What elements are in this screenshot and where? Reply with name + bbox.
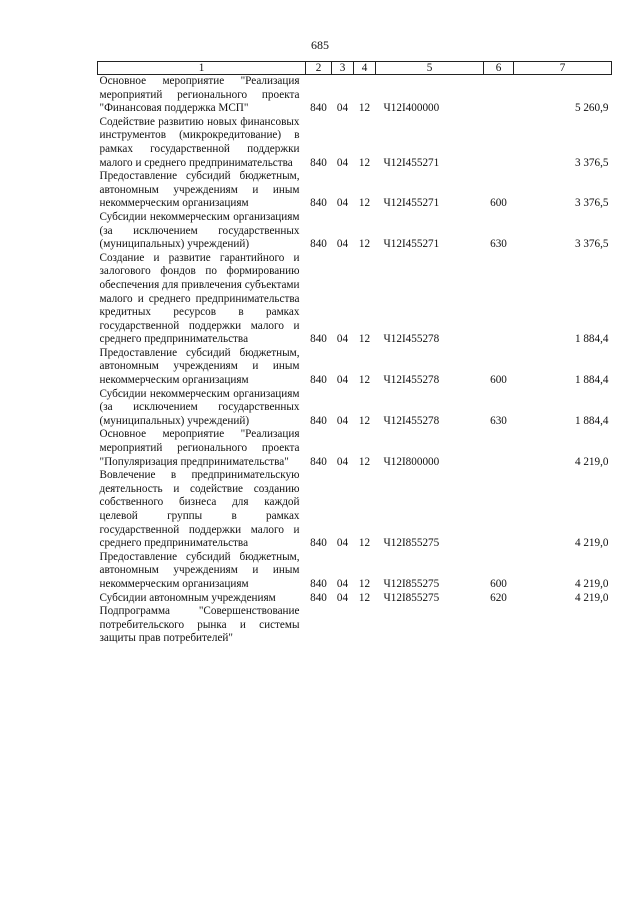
subsection-code: 12 [358, 238, 371, 251]
grbs-code: 840 [310, 156, 327, 169]
item-name: Вовлечение в предпринимательскую деятельность и содействие созданию собственного бизнеса для каждой целевой группы в рамках государственной поддержки малого и среднего предпринимательства [99, 469, 300, 550]
subsection-code: 12 [358, 102, 371, 115]
subsection-code: 12 [358, 455, 371, 468]
section-code: 04 [336, 374, 349, 387]
amount: 4 219,0 [574, 591, 609, 604]
target-item-code: Ч12I455271 [383, 156, 440, 169]
target-item-code: Ч12I400000 [383, 102, 440, 115]
subsection-code: 12 [358, 156, 371, 169]
item-name: Основное мероприятие "Реализация мероприятий регионального проекта "Финансовая поддержка МСП" [99, 75, 300, 115]
subsection-code: 12 [358, 537, 371, 550]
item-name: Предоставление субсидий бюджетным, автономным учреждениям и иным некоммерческим организациям [99, 346, 300, 387]
section-code: 04 [336, 591, 349, 604]
grbs-code: 840 [310, 197, 327, 210]
table-row [98, 605, 612, 646]
expense-type-code: 600 [490, 197, 507, 210]
header-col-7: 7 [514, 62, 612, 75]
item-name: Подпрограмма "Совершенствование потребительского рынка и системы защиты прав потребителей" [99, 605, 300, 645]
amount: 1 884,4 [574, 374, 609, 387]
item-name: Субсидии некоммерческим организациям (за исключением государственных (муниципальных) учреждений) [99, 210, 300, 251]
target-item-code [376, 605, 484, 646]
grbs-code: 840 [310, 591, 327, 604]
section-code: 04 [336, 197, 349, 210]
table-header [98, 62, 612, 75]
expense-type-code: 630 [490, 414, 507, 427]
section-code: 04 [336, 156, 349, 169]
header-col-2: 2 [306, 62, 332, 75]
grbs-code: 840 [310, 537, 327, 550]
target-item-code: Ч12I455271 [383, 197, 440, 210]
section-code: 04 [336, 414, 349, 427]
expense-type-code [484, 116, 514, 170]
target-item-code: Ч12I455271 [383, 238, 440, 251]
section-code: 04 [336, 333, 349, 346]
amount [514, 605, 612, 646]
section-code: 04 [336, 102, 349, 115]
section-code: 04 [336, 238, 349, 251]
item-name: Предоставление субсидий бюджетным, автономным учреждениям и иным некоммерческим организациям [99, 170, 300, 210]
expense-type-code: 630 [490, 238, 507, 251]
target-item-code: Ч12I855275 [383, 537, 440, 550]
table-row [98, 551, 612, 592]
amount: 3 376,5 [574, 156, 609, 169]
amount: 1 884,4 [574, 333, 609, 346]
expense-type-code [484, 75, 514, 116]
table-row [98, 75, 612, 116]
target-item-code: Ч12I855275 [383, 577, 440, 590]
item-name: Субсидии некоммерческим организациям (за исключением государственных (муниципальных) учреждений) [99, 387, 300, 427]
table-row [98, 428, 612, 469]
amount: 3 376,5 [574, 197, 609, 210]
amount: 1 884,4 [574, 414, 609, 427]
budget-table [97, 61, 612, 646]
section-code: 04 [336, 537, 349, 550]
table-row [98, 252, 612, 347]
section-code [332, 605, 354, 646]
grbs-code [306, 605, 332, 646]
subsection-code: 12 [358, 374, 371, 387]
expense-type-code [484, 469, 514, 551]
target-item-code: Ч12I455278 [383, 374, 440, 387]
amount: 4 219,0 [574, 577, 609, 590]
header-col-3: 3 [332, 62, 354, 75]
item-name: Содействие развитию новых финансовых инструментов (микрокредитование) в рамках государственной поддержки малого и среднего предпринимательства [99, 115, 300, 169]
subsection-code: 12 [358, 333, 371, 346]
table-body [98, 75, 612, 646]
expense-type-code: 600 [490, 374, 507, 387]
expense-type-code [484, 605, 514, 646]
expense-type-code [484, 428, 514, 469]
table-row [98, 347, 612, 388]
item-name: Создание и развитие гарантийного и залогового фондов по формированию обеспечения для привлечения субъектами малого и среднего предпринимательства кредитных ресурсов в рамках государственной поддержки малого и среднего предпринимательства [99, 251, 300, 346]
section-code: 04 [336, 577, 349, 590]
table-row [98, 211, 612, 252]
amount: 4 219,0 [574, 537, 609, 550]
header-col-5: 5 [376, 62, 484, 75]
target-item-code: Ч12I455278 [383, 414, 440, 427]
table-row [98, 116, 612, 170]
table-row [98, 170, 612, 211]
grbs-code: 840 [310, 577, 327, 590]
subsection-code: 12 [358, 577, 371, 590]
item-name: Субсидии автономным учреждениям [99, 591, 276, 604]
table-row [98, 469, 612, 551]
expense-type-code [484, 252, 514, 347]
grbs-code: 840 [310, 374, 327, 387]
grbs-code: 840 [310, 414, 327, 427]
target-item-code: Ч12I855275 [383, 591, 440, 604]
subsection-code [354, 605, 376, 646]
grbs-code: 840 [310, 102, 327, 115]
amount: 5 260,9 [574, 102, 609, 115]
section-code: 04 [336, 455, 349, 468]
header-col-1: 1 [98, 62, 306, 75]
table-row [98, 592, 612, 606]
expense-type-code: 600 [490, 577, 507, 590]
amount: 4 219,0 [574, 455, 609, 468]
header-col-6: 6 [484, 62, 514, 75]
table-row [98, 388, 612, 429]
target-item-code: Ч12I800000 [383, 455, 440, 468]
header-col-4: 4 [354, 62, 376, 75]
target-item-code: Ч12I455278 [383, 333, 440, 346]
item-name: Предоставление субсидий бюджетным, автономным учреждениям и иным некоммерческим организациям [99, 550, 300, 590]
grbs-code: 840 [310, 333, 327, 346]
page-number: 685 [311, 38, 329, 52]
item-name: Основное мероприятие "Реализация мероприятий регионального проекта "Популяризация предпринимательства" [99, 428, 300, 468]
subsection-code: 12 [358, 414, 371, 427]
grbs-code: 840 [310, 455, 327, 468]
expense-type-code: 620 [490, 591, 507, 604]
subsection-code: 12 [358, 197, 371, 210]
grbs-code: 840 [310, 238, 327, 251]
subsection-code: 12 [358, 591, 371, 604]
amount: 3 376,5 [574, 238, 609, 251]
